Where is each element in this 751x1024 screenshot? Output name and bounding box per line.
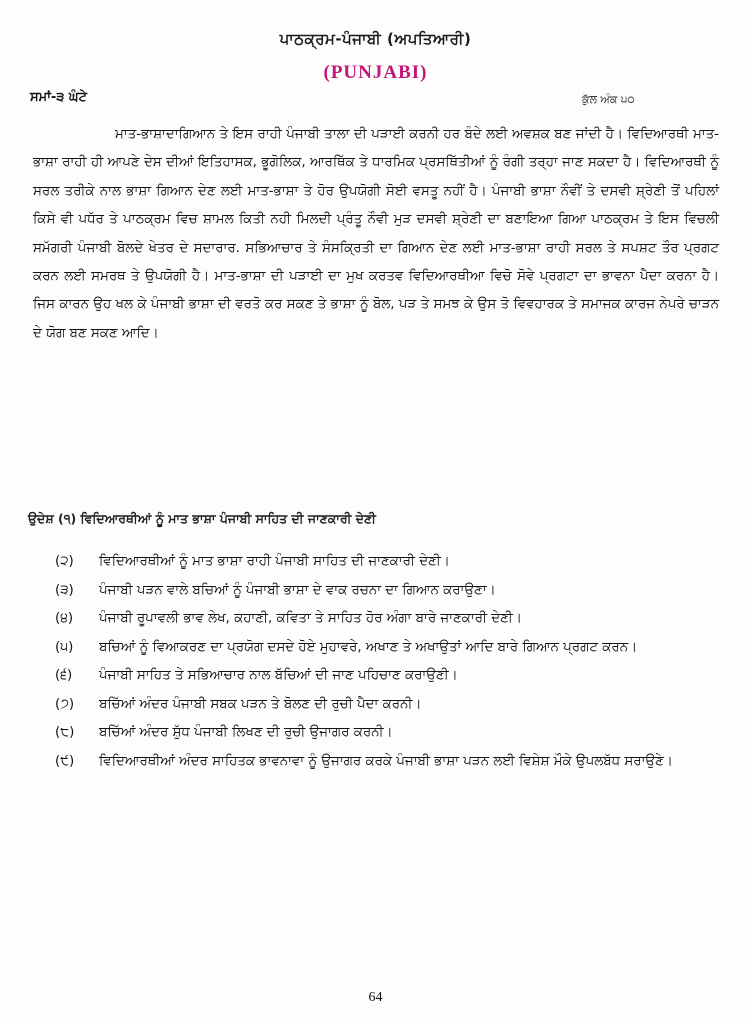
list-item [55,548,721,577]
list-item [55,748,721,777]
course-title: ਪਾਠਕ੍ਰਮ-ਪੰਜਾਬੀ (ਅਪਤਿਆਰੀ) [279,30,472,48]
item-text: ਬਚਿੱਆਂ ਅੰਦਰ ਸ਼ੁੱਧ ਪੰਜਾਬੀ ਲਿਖਣ ਦੀ ਰੁਚੀ ਉਜਾਗਰ ਕਰਨੀ। [99,725,393,740]
marks-label: ਕੁੱਲ ਅੰਕ ੫੦ [582,93,635,106]
list-item [55,662,721,691]
item-number: (੫) [55,639,74,655]
item-number: (੬) [55,668,73,683]
item-number: (੩) [55,582,74,598]
time-label: ਸਮਾਂ-੩ ਘੰਟੇ [30,90,87,105]
subject-title: (PUNJABI) [323,62,428,83]
item-text: ਬਚਿੱਆਂ ਅੰਦਰ ਪੰਜਾਬੀ ਸਬਕ ਪੜਨ ਤੇ ਬੋਲਣ ਦੀ ਰੁਚੀ ਪੈਦਾ ਕਰਨੀ। [99,696,422,712]
objectives-heading: ਉਦੇਸ਼ (੧) ਵਿਦਿਆਰਥੀਆਂ ਨੂੰ ਮਾਤ ਭਾਸ਼ਾ ਪੰਜਾਬੀ ਸਾਹਿਤ ਦੀ ਜਾਣਕਾਰੀ ਦੇਣੀ [28,511,376,526]
item-text: ਪੰਜਾਬੀ ਰੂਪਾਵਲੀ ਭਾਵ ਲੇਖ, ਕਹਾਣੀ, ਕਵਿਤਾ ਤੇ ਸਾਹਿਤ ਹੋਰ ਅੰਗਾ ਬਾਰੇ ਜਾਣਕਾਰੀ ਦੇਣੀ। [99,611,522,626]
item-number: (੨) [55,554,74,569]
item-text: ਪੰਜਾਬੀ ਸਾਹਿਤ ਤੇ ਸਭਿਆਚਾਰ ਨਾਲ ਬੱਚਿਆਂ ਦੀ ਜਾਣ ਪਹਿਚਾਣ ਕਰਾਉਣੀ। [99,668,458,683]
list-item [55,691,721,720]
list-item [55,605,721,634]
list-item [55,634,721,663]
list-item [55,719,721,748]
item-number: (੮) [55,725,75,740]
page-number: 64 [368,990,383,1005]
item-text: ਪੰਜਾਬੀ ਪੜਨ ਵਾਲੇ ਬਚਿਆਂ ਨੂੰ ਪੰਜਾਬੀ ਭਾਸ਼ਾ ਦੇ ਵਾਕ ਰਚਨਾ ਦਾ ਗਿਆਨ ਕਰਾਉਣਾ। [99,582,496,598]
item-text: ਵਿਦਿਆਰਥੀਆਂ ਅੰਦਰ ਸਾਹਿਤਕ ਭਾਵਨਾਵਾ ਨੂੰ ਉਜਾਗਰ ਕਰਕੇ ਪੰਜਾਬੀ ਭਾਸ਼ਾ ਪੜਨ ਲਈ ਵਿਸ਼ੇਸ਼ ਮੌਕੇ ਉਪਲਬੱਧ ਸਰਾਉਣੇ। [99,753,673,769]
list-item [55,577,721,606]
item-number: (੯) [55,753,75,769]
item-text: ਬਚਿਆਂ ਨੂੰ ਵਿਆਕਰਣ ਦਾ ਪ੍ਰਯੋਗ ਦਸਦੇ ਹੋਏ ਮੁਹਾਵਰੇ, ਅਖਾਣ ਤੇ ਅਖਾਉਤਾਂ ਆਦਿ ਬਾਰੇ ਗਿਆਨ ਪ੍ਰਗਟ ਕਰਨ। [99,639,638,655]
objectives-list [55,548,721,776]
item-number: (੭) [55,696,75,712]
item-text: ਵਿਦਿਆਰਥੀਆਂ ਨੂੰ ਮਾਤ ਭਾਸ਼ਾ ਰਾਹੀ ਪੰਜਾਬੀ ਸਾਹਿਤ ਦੀ ਜਾਣਕਾਰੀ ਦੇਣੀ। [99,554,450,569]
intro-paragraph: ਮਾਤ-ਭਾਸ਼ਾਦਾਗਿਆਨ ਤੇ ਇਸ ਰਾਹੀ ਪੰਜਾਬੀ ਤਾਲਾ ਦੀ ਪੜਾਈ ਕਰਨੀ ਹਰ ਬੰਦੇ ਲਈ ਅਵਸ਼ਕ ਬਣ ਜਾਂਦੀ ਹੈ। ਵਿਦਿਆਰਥੀ ਮਾਤ-ਭਾਸ਼ਾ ਰਾਹੀ ਹੀ ਆਪਣੇ ਦੇਸ ਦੀਆਂ ਇਤਿਹਾਸਕ, ਭੂਗੋਲਿਕ, ਆਰਥਿੱਕ ਤੇ ਧਾਰਮਿਕ ਪ੍ਰਸਥਿੱਤੀਆਂ ਨੂੰ ਰੰਗੀ ਤਰ੍ਹਾ ਜਾਣ ਸਕਦਾ ਹੈ। ਵਿਦਿਆਰਥੀ ਨੂੰ ਸਰਲ ਤਰੀਕੇ ਨਾਲ ਭਾਸ਼ਾ ਗਿਆਨ ਦੇਣ ਲਈ ਮਾਤ-ਭਾਸ਼ਾ ਤੇ ਹੋਰ ਉਪਯੋਗੀ ਸੋਈ ਵਸਤੂ ਨਹੀਂ ਹੈ। ਪੰਜਾਬੀ ਭਾਸ਼ਾ ਨੌਵੀਂ ਤੇ ਦਸਵੀ ਸ਼੍ਰੇਣੀ ਤੋਂ ਪਹਿਲਾਂ ਕਿਸੇ ਵੀ ਪਧੱਰ ਤੇ ਪਾਠਕ੍ਰਮ ਵਿਚ ਸ਼ਾਮਲ ਕਿਤੀ ਨਹੀ ਮਿਲਦੀ ਪ੍ਰੰਤੂ ਨੌਵੀ ਮੁੜ ਦਸਵੀ ਸ਼੍ਰੇਣੀ ਦਾ ਬਣਾਇਆ ਗਿਆ ਪਾਠਕ੍ਰਮ ਤੇ ਇਸ ਵਿਚਲੀ ਸਮੱਗਰੀ ਪੰਜਾਬੀ ਬੋਲਦੇ ਖੇਤਰ ਦੇ ਸਦਾਰਾਰ. ਸਭਿਆਚਾਰ ਤੇ ਸੰਸਕ੍ਰਿਤੀ ਦਾ ਗਿਆਨ ਦੇਣ ਲਈ ਮਾਤ-ਭਾਸ਼ਾ ਰਾਹੀ ਸਰਲ ਤੇ ਸਪਸ਼ਟ ਤੌਰ ਪ੍ਰਗਟ ਕਰਨ ਲਈ ਸਮਰਥ ਤੇ ਉਪਯੋਗੀ ਹੈ। ਮਾਤ-ਭਾਸ਼ਾ ਦੀ ਪੜਾਈ ਦਾ ਮੁਖ ਕਰਤਵ ਵਿਦਿਆਰਥੀਆ ਵਿਚੋ ਸੋਵੇ ਪ੍ਰਗਟਾ ਦਾ ਭਾਵਨਾ ਪੈਦਾ ਕਰਨਾ ਹੈ। ਜਿਸ ਕਾਰਨ ਉਹ ਖਲ ਕੇ ਪੰਜਾਬੀ ਭਾਸ਼ਾ ਦੀ ਵਰਤੋ ਕਰ ਸਕਣ ਤੇ ਭਾਸ਼ਾ ਨੂੰ ਬੋਲ, ਪੜ ਤੇ ਸਮਝ ਕੇ ਉਸ ਤੋ ਵਿਵਹਾਰਕ ਤੇ ਸਮਾਜਕ ਕਾਰਜ ਨੇਪਰੇ ਚਾੜਨ ਦੇ ਯੋਗ ਬਣ ਸਕਣ ਆਦਿ। [33,127,719,341]
item-number: (੪) [55,611,74,626]
